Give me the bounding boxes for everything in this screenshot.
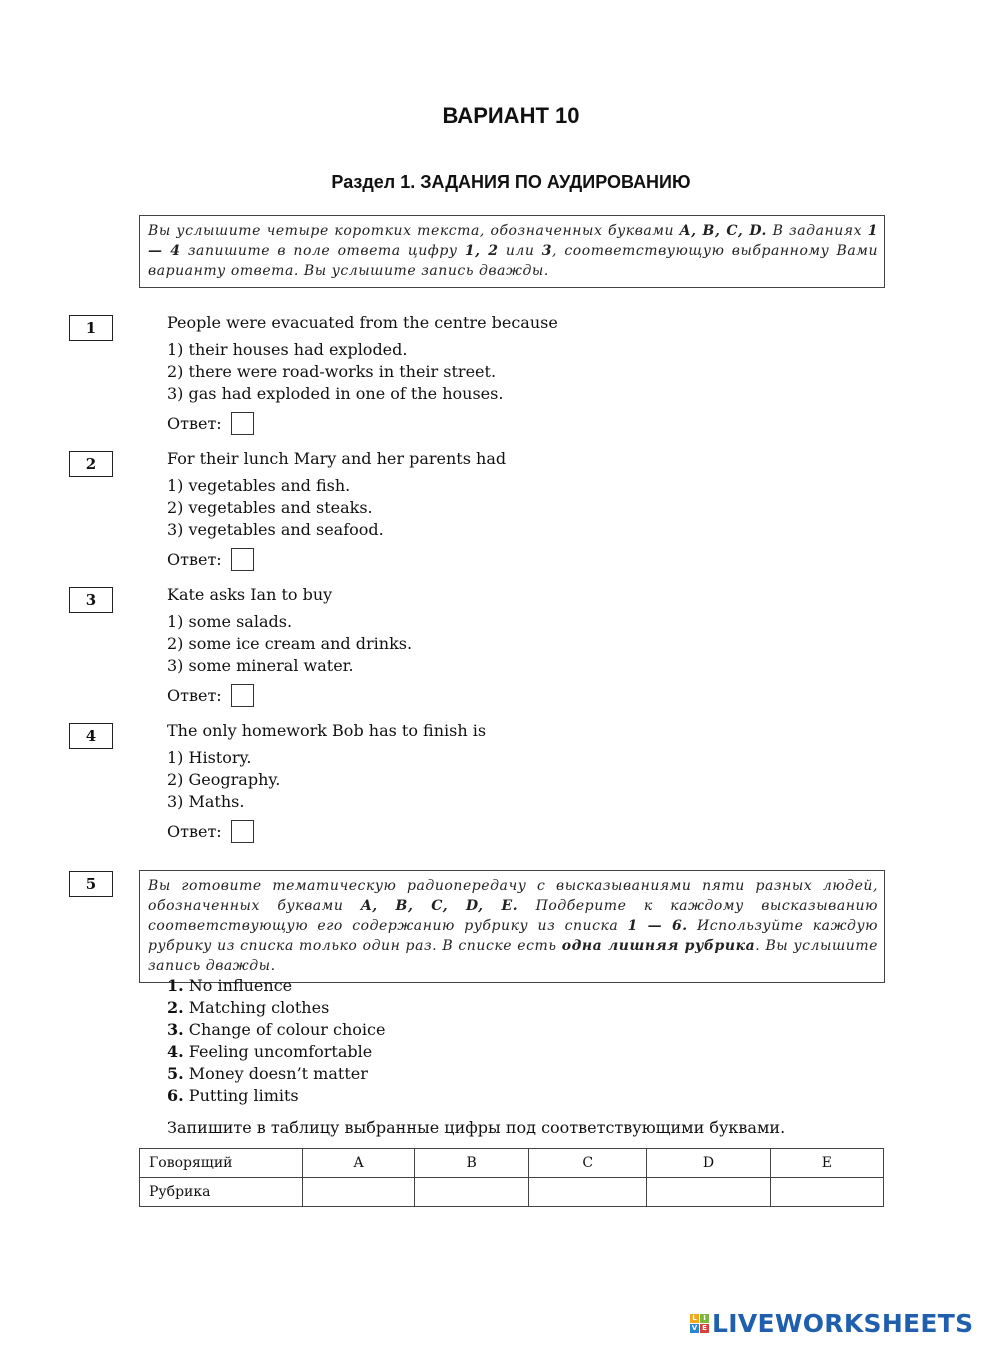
answer-row: [167, 547, 506, 571]
answer-box-1[interactable]: [231, 412, 254, 435]
section-title: Раздел 1. ЗАДАНИЯ ПО АУДИРОВАНИЮ: [331, 172, 691, 192]
answer-cell-a[interactable]: [303, 1178, 415, 1207]
options-list: [167, 611, 412, 677]
rubric-item: 2. Matching clothes: [167, 998, 330, 1017]
answer-cell-c[interactable]: [529, 1178, 647, 1207]
question-1: [167, 312, 558, 435]
question-number-3: 3: [69, 587, 113, 613]
rubric-row: [140, 1178, 884, 1207]
answer-row: [167, 683, 412, 707]
options-list: [167, 475, 506, 541]
table-instruction: Запишите в таблицу выбранные цифры под соответствующими буквами.: [167, 1118, 786, 1137]
answer-label: Ответ:: [167, 413, 222, 433]
answer-row: [167, 819, 486, 843]
question-4: [167, 720, 486, 843]
rubric-list: [167, 975, 385, 1107]
option-2: 2) Geography.: [167, 770, 281, 789]
question-3: [167, 584, 412, 707]
rubric-item: 4. Feeling uncomfortable: [167, 1042, 373, 1061]
rubric-item: 5. Money doesn’t matter: [167, 1064, 368, 1083]
speaker-a: A: [303, 1149, 415, 1178]
question-number-4: 4: [69, 723, 113, 749]
speaker-c: C: [529, 1149, 647, 1178]
speaker-row-header: Говорящий: [140, 1149, 303, 1178]
question-stem: Kate asks Ian to buy: [167, 585, 333, 604]
options-list: [167, 747, 486, 813]
logo-square-v: V: [691, 1323, 698, 1332]
question-number-2: 2: [69, 451, 113, 477]
answer-label: Ответ:: [167, 549, 222, 569]
option-1: 1) some salads.: [167, 612, 293, 631]
answer-box-3[interactable]: [231, 684, 254, 707]
speaker-e: E: [770, 1149, 883, 1178]
option-3: 3) gas had exploded in one of the houses.: [167, 384, 504, 403]
speaker-b: B: [415, 1149, 529, 1178]
option-1: 1) vegetables and fish.: [167, 476, 351, 495]
liveworksheets-logo-icon: [690, 1314, 709, 1333]
option-2: 2) some ice cream and drinks.: [167, 634, 413, 653]
instruction-box-task-5: Вы готовите тематическую радиопередачу с высказываниями пяти разных людей, обозначенных буквами A, B, C, D, E. Подберите к каждому высказыванию соответствующую его содержанию рубрику из списка 1 — 6. Используйте каждую рубрику из списка только один раз. В списке есть одна лишняя рубрика. Вы услышите запись дважды.: [139, 870, 885, 983]
logo-square-l: L: [690, 1314, 699, 1323]
logo-square-e: E: [700, 1324, 709, 1333]
option-3: 3) Maths.: [167, 792, 245, 811]
answer-cell-b[interactable]: [415, 1178, 529, 1207]
rubric-item: 6. Putting limits: [167, 1086, 299, 1105]
rubric-item: 3. Change of colour choice: [167, 1020, 386, 1039]
rubric-row-header: Рубрика: [140, 1178, 303, 1207]
question-number-1: 1: [69, 315, 113, 341]
speaker-row: [140, 1149, 884, 1178]
answer-box-2[interactable]: [231, 548, 254, 571]
options-list: [167, 339, 558, 405]
question-2: [167, 448, 506, 571]
rubric-item: 1. No influence: [167, 976, 293, 995]
question-stem: People were evacuated from the centre because: [167, 313, 558, 332]
page-title: ВАРИАНТ 10: [442, 103, 580, 128]
option-3: 3) vegetables and seafood.: [167, 520, 384, 539]
liveworksheets-logo: [690, 1303, 973, 1343]
question-number-5: 5: [69, 871, 113, 897]
answer-box-4[interactable]: [231, 820, 254, 843]
option-3: 3) some mineral water.: [167, 656, 354, 675]
answer-row: [167, 411, 558, 435]
answer-cell-e[interactable]: [770, 1178, 883, 1207]
instruction-box-tasks-1-4: Вы услышите четыре коротких текста, обозначенных буквами A, B, C, D. В заданиях 1 — 4 запишите в поле ответа цифру 1, 2 или 3, соответствующую выбранному Вами варианту ответа. Вы услышите запись дважды.: [139, 215, 885, 288]
option-1: 1) History.: [167, 748, 252, 767]
question-stem: The only homework Bob has to finish is: [167, 721, 487, 740]
answer-label: Ответ:: [167, 821, 222, 841]
option-2: 2) there were road-works in their street.: [167, 362, 497, 381]
question-stem: For their lunch Mary and her parents had: [167, 449, 507, 468]
answer-cell-d[interactable]: [647, 1178, 770, 1207]
speaker-d: D: [647, 1149, 770, 1178]
option-1: 1) their houses had exploded.: [167, 340, 408, 359]
brand-name: LIVEWORKSHEETS: [712, 1308, 974, 1338]
answer-table: [139, 1148, 884, 1207]
logo-square-i: I: [700, 1314, 709, 1323]
option-2: 2) vegetables and steaks.: [167, 498, 373, 517]
answer-label: Ответ:: [167, 685, 222, 705]
